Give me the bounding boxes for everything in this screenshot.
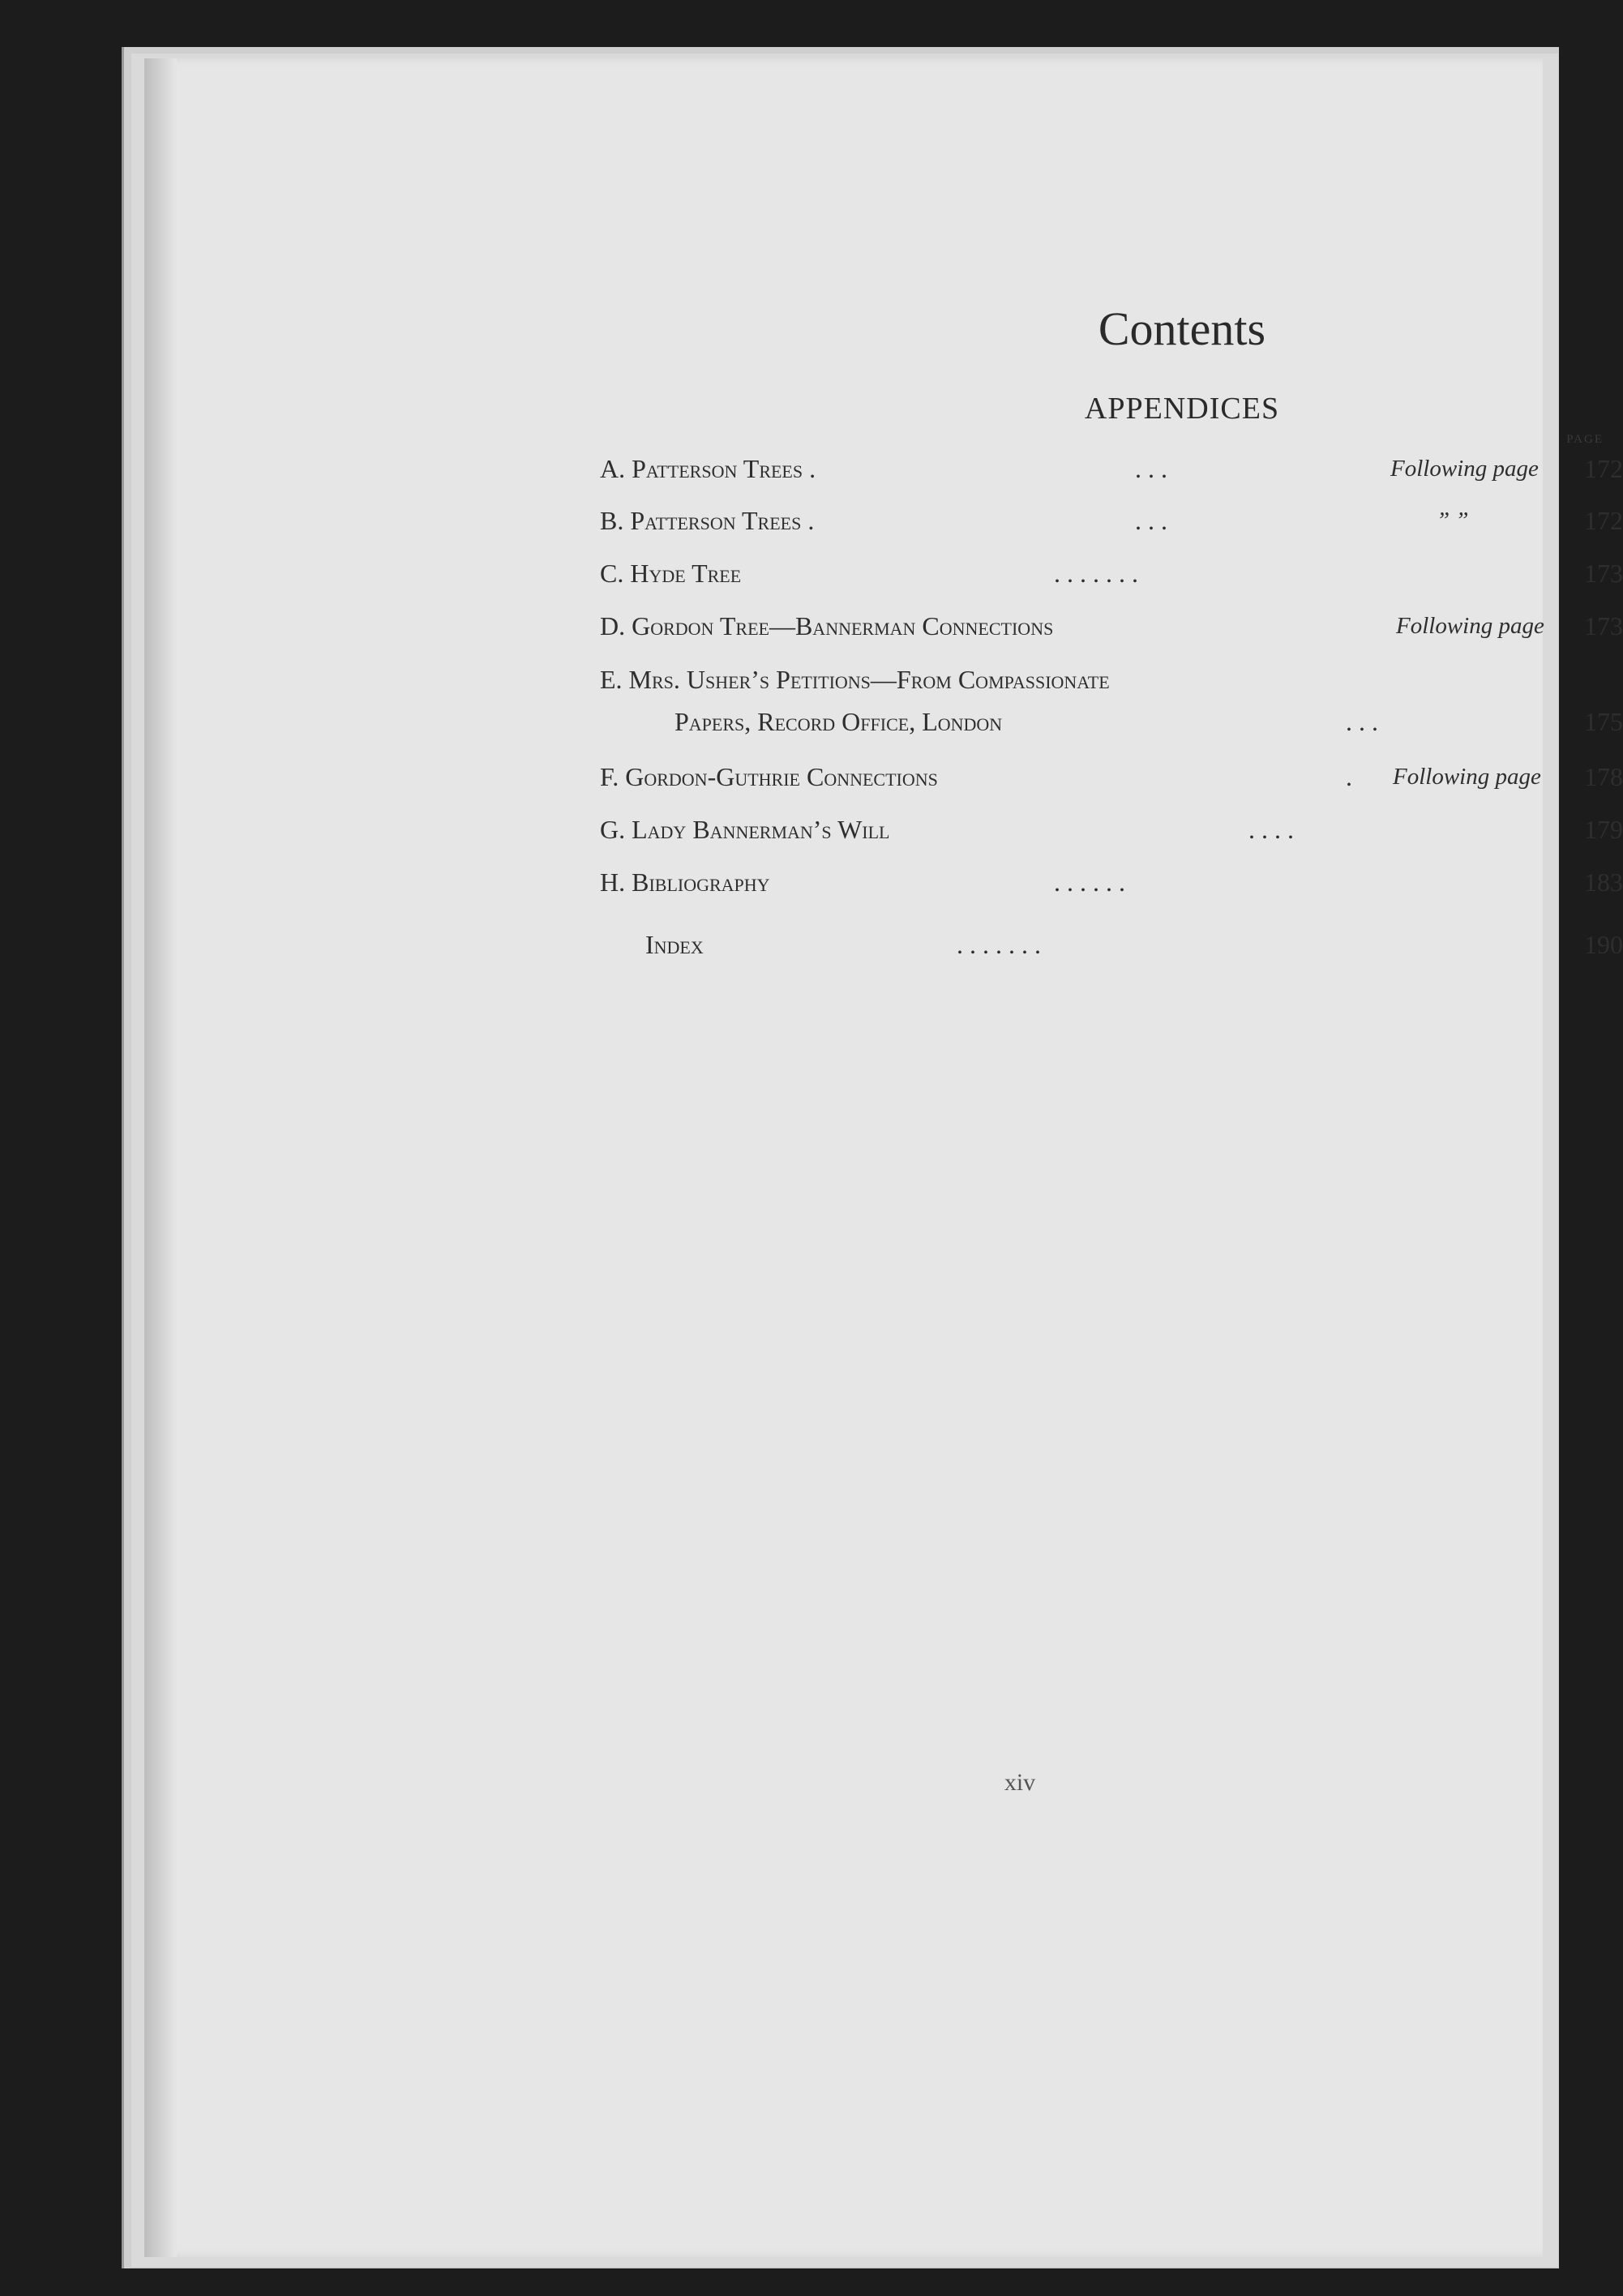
toc-entry-f	[600, 762, 1623, 803]
book-page	[144, 58, 1623, 2257]
toc-entry-leader: . . . . . . .	[957, 930, 1041, 959]
toc-entry-note: Following page	[1396, 613, 1544, 639]
toc-entry-g	[600, 815, 1623, 855]
toc-entry-page: 173	[1584, 611, 1623, 640]
toc-entry-label: C. Hyde Tree	[600, 559, 742, 588]
toc-entry-page: 172	[1584, 454, 1623, 483]
toc-entry-e	[600, 665, 1623, 705]
toc-entry-page: 172	[1584, 506, 1623, 535]
toc-entry-label: Papers, Record Office, London	[674, 707, 1003, 736]
toc-entry-label: G. Lady Bannerman’s Will	[600, 815, 890, 844]
toc-entry-page: 179	[1584, 815, 1623, 844]
appendices-subheading: APPENDICES	[1084, 392, 1280, 426]
toc-entry-note: Following page	[1390, 456, 1539, 482]
toc-entry-leader: . . . .	[1248, 815, 1294, 844]
toc-entry-leader: . . .	[1135, 506, 1167, 535]
toc-entry-a	[600, 454, 1623, 495]
toc-entry-page: 183	[1584, 867, 1623, 897]
toc-entry-leader: . . . . . . .	[1054, 559, 1138, 588]
toc-entry-label: H. Bibliography	[600, 867, 770, 897]
page-folio: xiv	[1004, 1769, 1036, 1796]
toc-entry-page: 178	[1584, 762, 1623, 791]
toc-entry-page: 173	[1584, 559, 1623, 588]
toc-entry-label: B. Patterson Trees .	[600, 506, 815, 535]
toc-entry-leader: . . .	[1346, 707, 1378, 736]
page-gutter	[144, 58, 177, 2257]
toc-entry-label: F. Gordon-Guthrie Connections	[600, 762, 938, 791]
toc-entry-note: Following page	[1393, 764, 1541, 790]
toc-entry-leader: . . . . . .	[1054, 867, 1125, 897]
toc-entry-page: 190	[1584, 930, 1623, 959]
toc-entry-b	[600, 506, 1623, 546]
toc-entry-label: Index	[645, 930, 704, 959]
contents-heading: Contents	[1098, 302, 1266, 355]
toc-entry-e-continued	[600, 707, 1623, 747]
toc-entry-ditto: ” ”	[1437, 508, 1469, 533]
toc-entry-leader: . . .	[1135, 454, 1167, 483]
page-column-label: PAGE	[1566, 433, 1604, 446]
toc-entry-label: D. Gordon Tree—Bannerman Connections	[600, 611, 1054, 640]
toc-entry-h	[600, 867, 1623, 908]
toc-entry-label: E. Mrs. Usher’s Petitions—From Compassionate	[600, 665, 1110, 694]
toc-entry-c	[600, 559, 1623, 599]
toc-entry-leader: .	[1346, 762, 1352, 791]
toc-entry-index	[600, 930, 1623, 970]
toc-entry-d	[600, 611, 1623, 652]
toc-entry-label: A. Patterson Trees .	[600, 454, 816, 483]
toc-entry-page: 175	[1584, 707, 1623, 736]
